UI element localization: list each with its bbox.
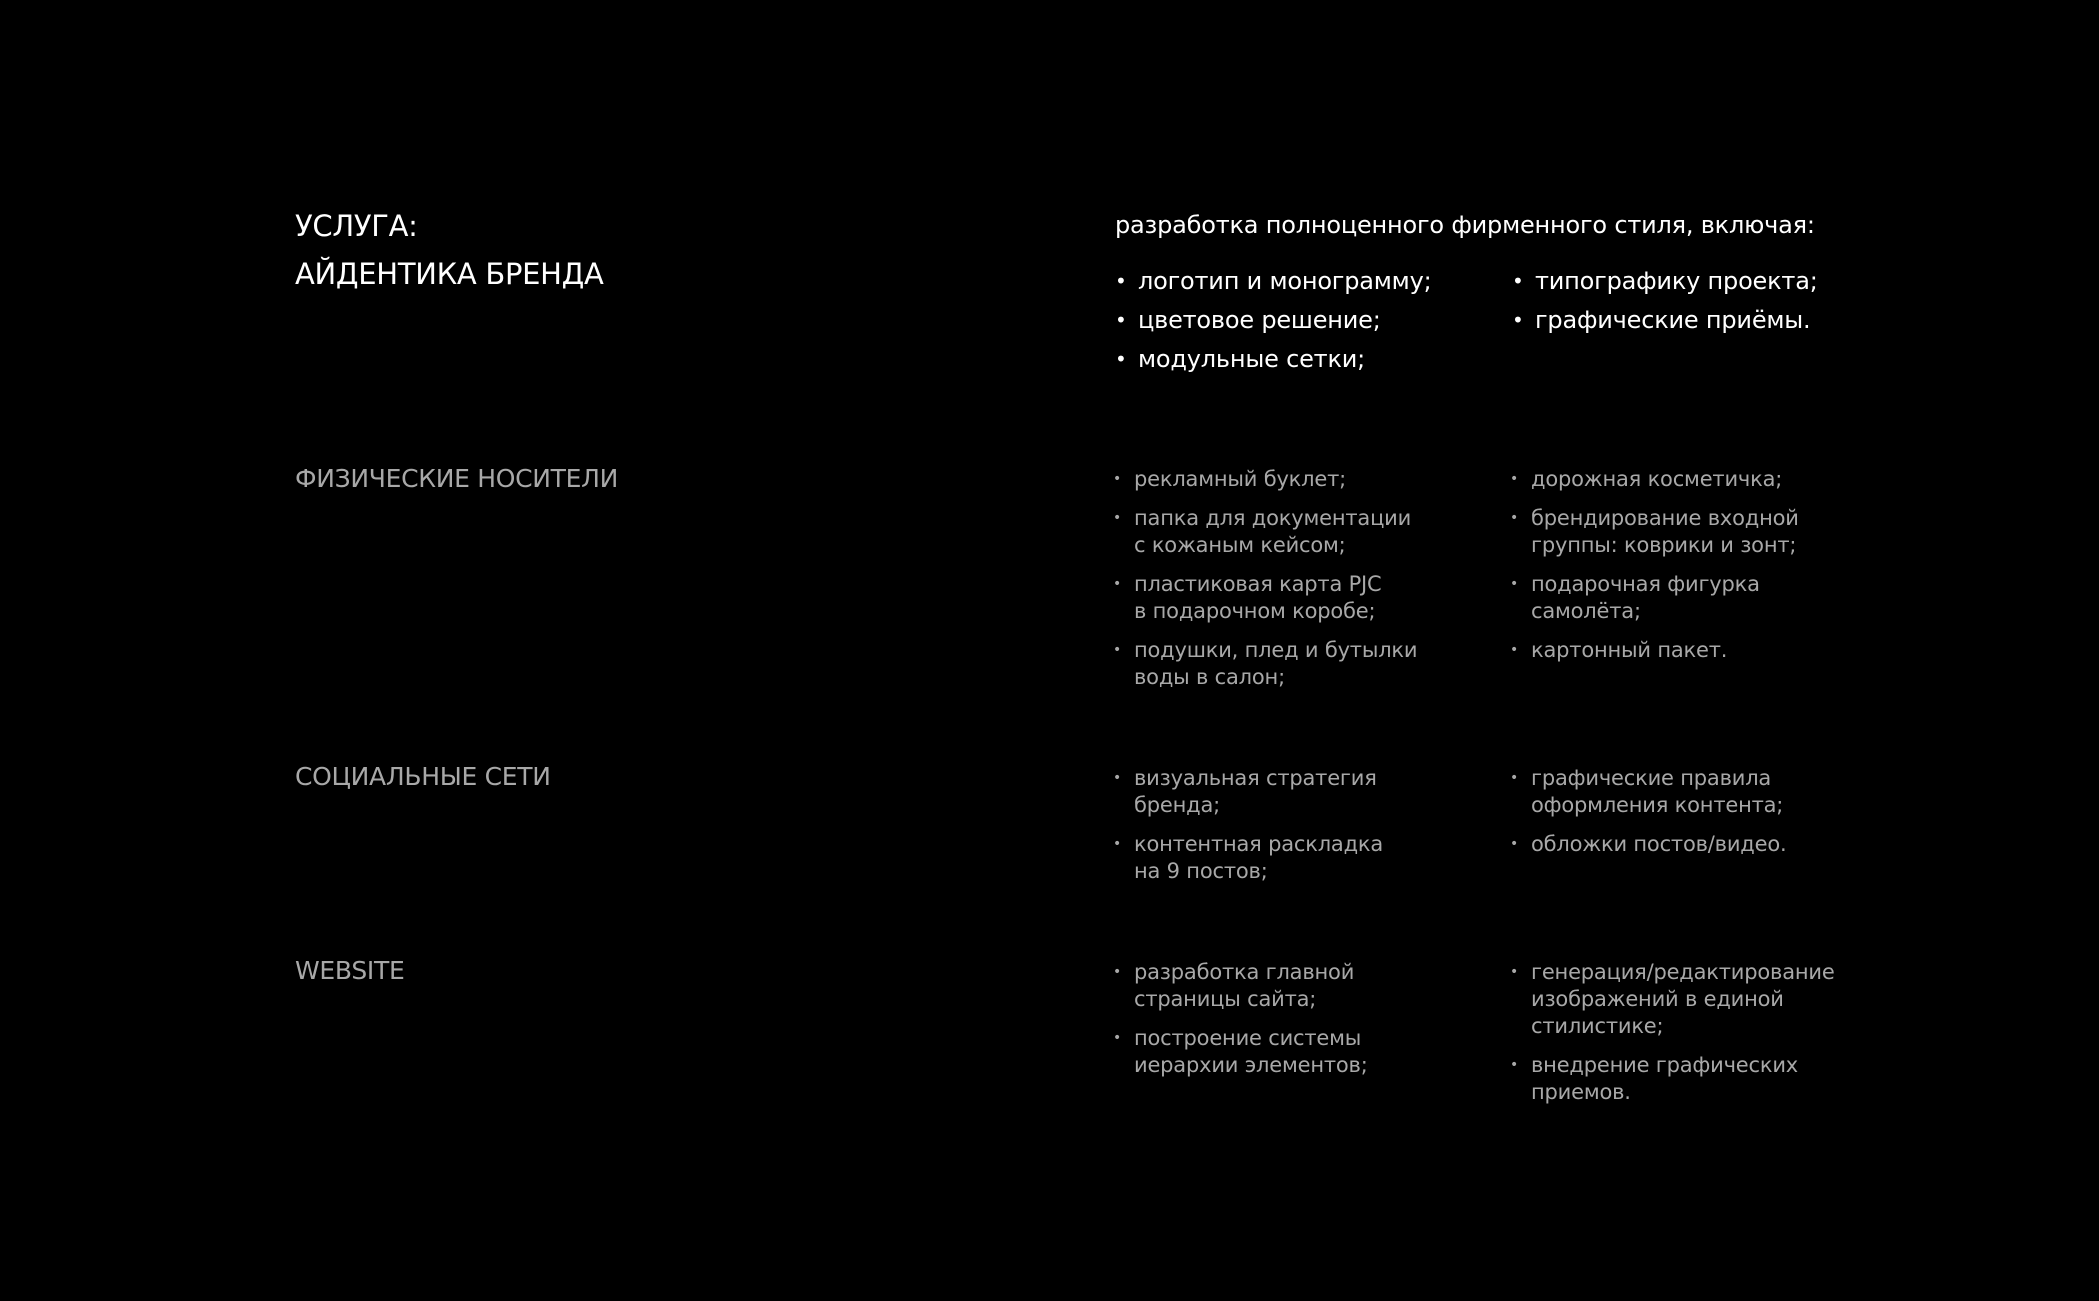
list-item: • картонный пакет.	[1510, 637, 1799, 664]
service-list-col1	[1115, 262, 1431, 379]
list-item: • дорожная косметичка;	[1510, 466, 1799, 493]
list-item: • визуальная стратегия бренда;	[1113, 765, 1383, 819]
list-item: • типографику проекта;	[1512, 262, 1818, 301]
service-label: УСЛУГА:	[295, 209, 418, 243]
list-item: • построение системы иерархии элементов;	[1113, 1025, 1368, 1079]
service-name: АЙДЕНТИКА БРЕНДА	[295, 257, 604, 291]
list-item: • брендирование входной группы: коврики и зонт;	[1510, 505, 1799, 559]
list-item: • папка для документации с кожаным кейсом;	[1113, 505, 1417, 559]
website-list-col2	[1510, 959, 1835, 1118]
service-heading	[295, 202, 604, 298]
list-item: • разработка главной страницы сайта;	[1113, 959, 1368, 1013]
list-item: • подарочная фигурка самолёта;	[1510, 571, 1799, 625]
list-item: • графические приёмы.	[1512, 301, 1818, 340]
physical-list-col2	[1510, 466, 1799, 676]
list-item: • графические правила оформления контента;	[1510, 765, 1786, 819]
list-item: • контентная раскладка на 9 постов;	[1113, 831, 1383, 885]
list-item: • обложки постов/видео.	[1510, 831, 1786, 858]
social-list-col1	[1113, 765, 1383, 897]
social-list-col2	[1510, 765, 1786, 870]
list-item: • подушки, плед и бутылки воды в салон;	[1113, 637, 1417, 691]
section-title-physical: ФИЗИЧЕСКИЕ НОСИТЕЛИ	[295, 464, 619, 493]
list-item: • модульные сетки;	[1115, 340, 1431, 379]
list-item: • рекламный буклет;	[1113, 466, 1417, 493]
list-item: • цветовое решение;	[1115, 301, 1431, 340]
physical-list-col1	[1113, 466, 1417, 703]
list-item: • генерация/редактирование изображений в единой стилистике;	[1510, 959, 1835, 1040]
list-item: • пластиковая карта PJC в подарочном коробе;	[1113, 571, 1417, 625]
service-list-col2	[1512, 262, 1818, 340]
service-intro: разработка полноценного фирменного стиля, включая:	[1115, 211, 1815, 239]
list-item: • внедрение графических приемов.	[1510, 1052, 1835, 1106]
section-title-website: WEBSITE	[295, 956, 405, 985]
website-list-col1	[1113, 959, 1368, 1091]
list-item: • логотип и монограмму;	[1115, 262, 1431, 301]
section-title-social: СОЦИАЛЬНЫЕ СЕТИ	[295, 762, 551, 791]
